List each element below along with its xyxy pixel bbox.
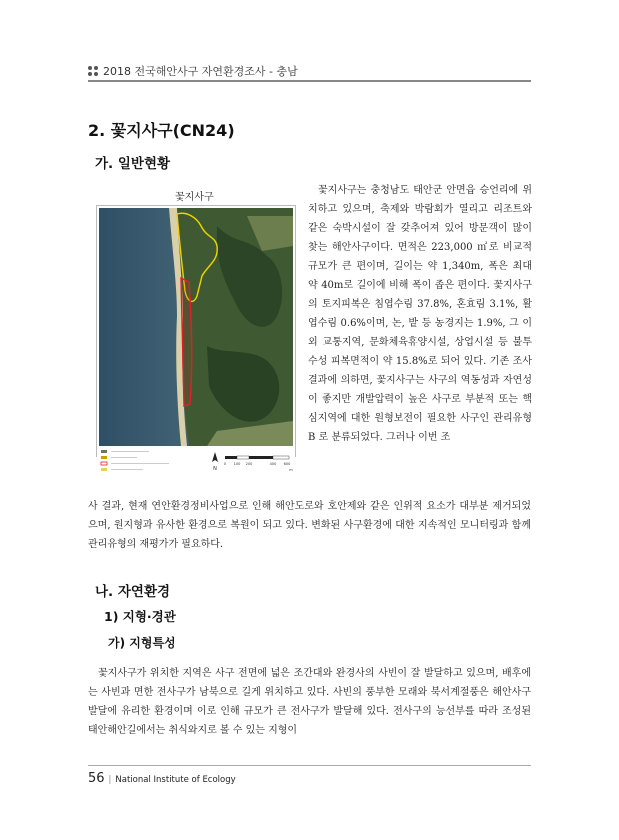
general-paragraph-part1: 꽃지사구는 충청남도 태안군 안면읍 승언리에 위치하고 있으며, 축제와 박람회가 열리고 리조트와 같은 숙박시설이 잘 갖추어져 있어 방문객이 많이 찾는 해안사구이다. 면적은 223,000 ㎡로 비교적 규모가 큰 편이며, 길이는 약 1,340m, 폭은 최대 약 40m로 길이에 비해 폭이 좁은 편이다. 꽃지사구의 토지피복은 침엽수림 37.8%, 혼효림 3.1%, 활엽수림 0.6%이며, 논, 밭 등 농경지는 1.9%, 그 이외 교통지역, 문화체육휴양시설, 상업시설 등 불투수성 피복면적이 약 15.8%로 되어 있다. 기존 조사결과에 의하면, 꽃지사구는 사구의 역동성과 자연성이 좋지만 개발압력이 높은 사구로 부분적 또는 핵심지역에 대한 원형보전이 필요한 사구인 관리유형 B 로 분류되었다. 그러나 이번 조 (308, 185, 532, 443)
subsection-terrain-title: 1) 지형·경관 (104, 609, 176, 624)
section-title: 2. 꽃지사구(CN24) (88, 121, 235, 140)
general-paragraph-part2: 사 결과, 현재 연안환경정비사업으로 인해 해안도로와 호안제와 같은 인위적 요소가 대부분 제거되었으며, 원지형과 유사한 환경으로 복원이 되고 있다. 변화된 사구환경에 대한 지속적인 모니터링과 함께 관리유형의 재평가가 필요하다. (88, 501, 531, 550)
header-dots-icon (88, 66, 98, 76)
aerial-map-figure (96, 205, 296, 472)
svg-text:N: N (213, 466, 217, 472)
page-number: 56 (88, 771, 105, 786)
header-title: 2018 전국해안사구 자연환경조사 - 충남 (103, 65, 298, 78)
header-rule (88, 80, 531, 82)
subsection-natural-title: 나. 자연환경 (95, 584, 171, 600)
svg-text:m: m (289, 468, 293, 472)
svg-text:600: 600 (283, 462, 291, 466)
footer-org: National Institute of Ecology (115, 775, 236, 785)
running-header (88, 63, 298, 79)
svg-text:0: 0 (223, 462, 227, 466)
footer (88, 771, 236, 786)
subsection-features-title: 가) 지형특성 (108, 636, 176, 650)
terrain-paragraph: 꽃지사구가 위치한 지역은 사구 전면에 넓은 조간대와 완경사의 사빈이 잘 발달하고 있으며, 배후에는 사빈과 면한 전사구가 남북으로 길게 위치하고 있다. 사빈의 풍부한 모래와 북서계절풍은 해안사구발달에 유리한 환경이며 이로 인해 규모가 큰 전사구가 발달해 있다. 전사구의 능선부를 따라 조성된 태안해안길에서는 취식와지로 볼 수 있는 지형이 (88, 668, 531, 736)
svg-text:400: 400 (269, 462, 277, 466)
svg-text:100: 100 (233, 462, 241, 466)
subsection-general-title: 가. 일반현황 (95, 156, 171, 172)
svg-text:200: 200 (245, 462, 253, 466)
footer-rule (88, 765, 531, 766)
footer-separator: | (108, 775, 112, 785)
figure-caption: 꽃지사구 (175, 192, 214, 203)
